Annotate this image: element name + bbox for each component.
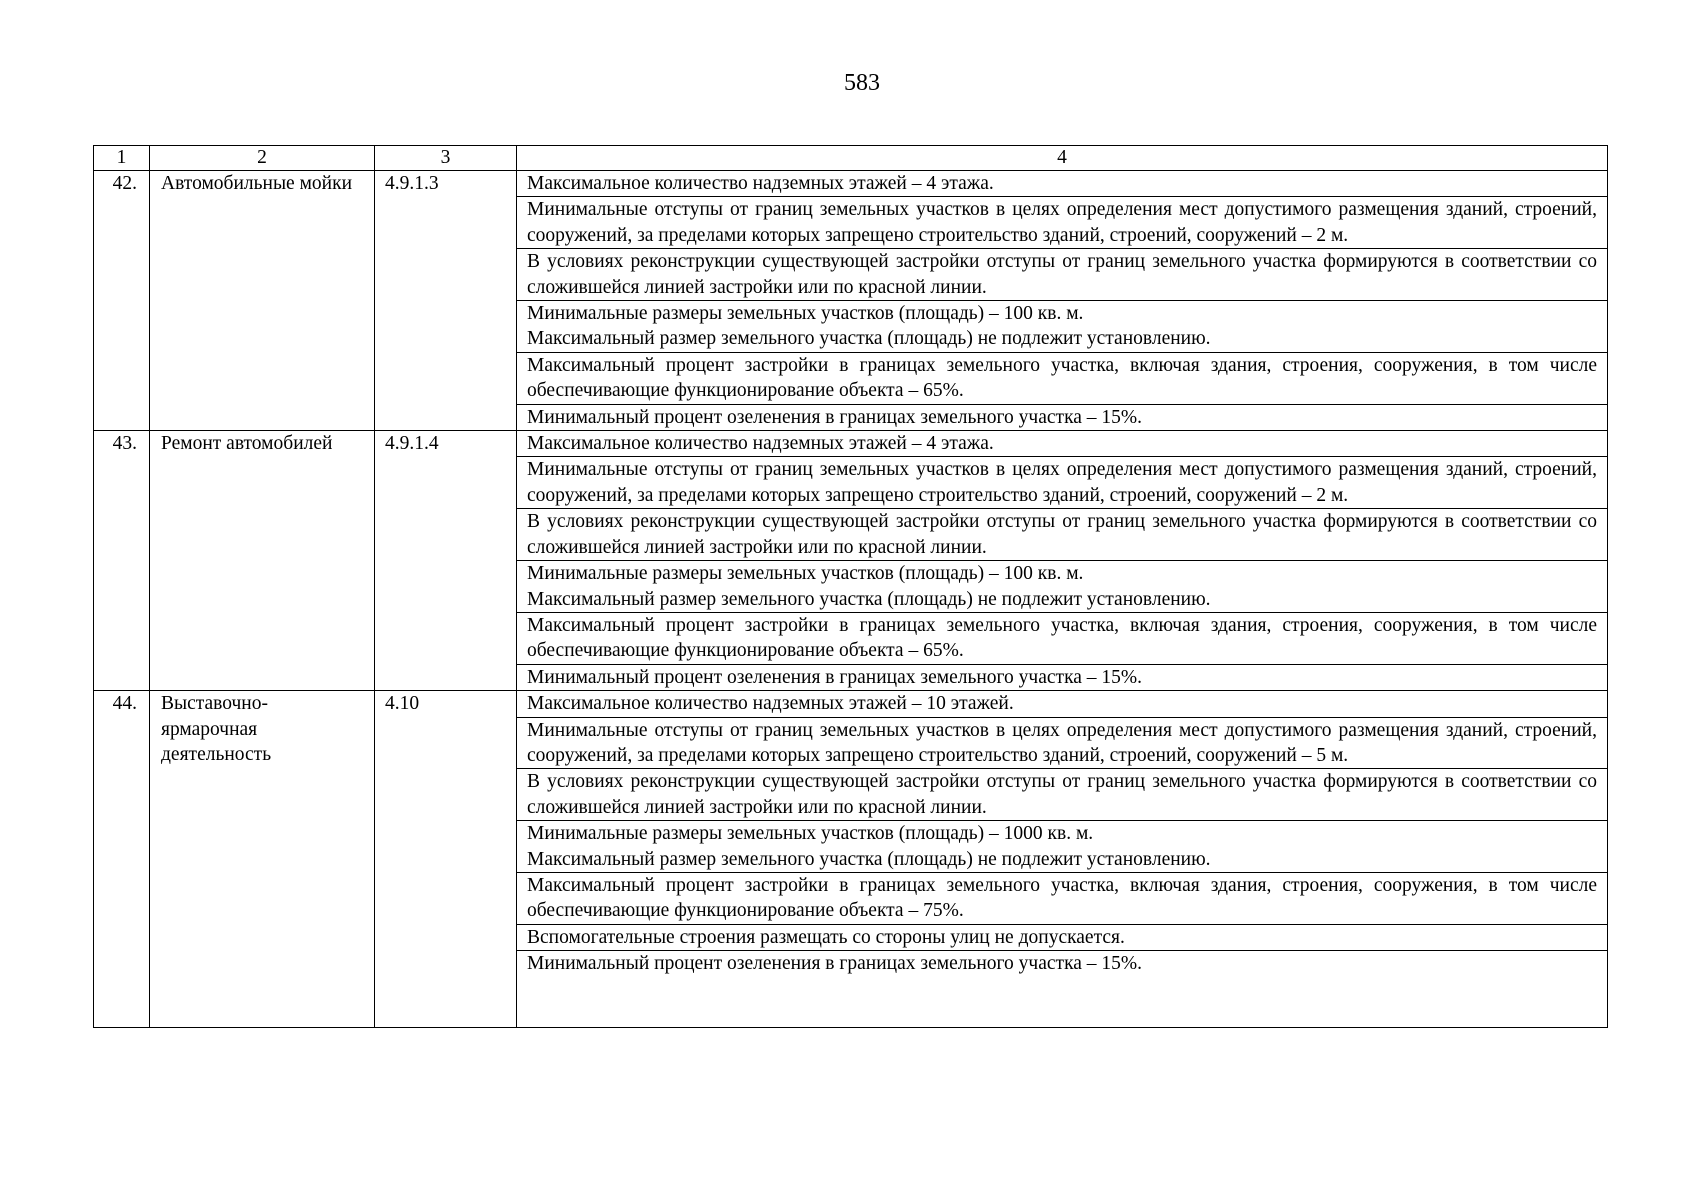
table-row xyxy=(94,691,1608,717)
header-cell-4: 4 xyxy=(517,146,1608,171)
parameter-cell: Максимальное количество надземных этажей – 4 этажа. xyxy=(517,431,1608,457)
land-use-code: 4.10 xyxy=(375,691,517,1028)
land-use-name: Ремонт автомобилей xyxy=(150,431,375,691)
header-row xyxy=(94,146,1608,171)
page-number: 583 xyxy=(844,70,880,96)
land-use-name: Выставочно-ярмарочная деятельность xyxy=(150,691,375,1028)
parameter-cell: Минимальный процент озеленения в границах земельного участка – 15%. xyxy=(517,404,1608,430)
parameter-cell: Максимальный процент застройки в границах земельного участка, включая здания, строения, сооружения, в том числе обеспечивающие функционирование объекта – 65%. xyxy=(517,352,1608,404)
parameter-cell: Максимальное количество надземных этажей – 10 этажей. xyxy=(517,691,1608,717)
parameter-cell: Минимальные отступы от границ земельных участков в целях определения мест допустимого размещения зданий, строений, сооружений, за пределами которых запрещено строительство зданий, строений, сооружений – 5 м. xyxy=(517,717,1608,769)
parameter-cell: Минимальные размеры земельных участков (площадь) – 100 кв. м. Максимальный размер земельного участка (площадь) не подлежит установлению. xyxy=(517,561,1608,613)
parameter-cell: Вспомогательные строения размещать со стороны улиц не допускается. xyxy=(517,924,1608,950)
row-number: 43. xyxy=(94,431,150,691)
parameter-cell: В условиях реконструкции существующей застройки отступы от границ земельного участка формируются в соответствии со сложившейся линией застройки или по красной линии. xyxy=(517,249,1608,301)
parameter-cell: Максимальный процент застройки в границах земельного участка, включая здания, строения, сооружения, в том числе обеспечивающие функционирование объекта – 75%. xyxy=(517,872,1608,924)
parameter-cell: Минимальные отступы от границ земельных участков в целях определения мест допустимого размещения зданий, строений, сооружений, за пределами которых запрещено строительство зданий, строений, сооружений – 2 м. xyxy=(517,457,1608,509)
parameter-cell: Минимальные размеры земельных участков (площадь) – 100 кв. м. Максимальный размер земельного участка (площадь) не подлежит установлению. xyxy=(517,301,1608,353)
parameter-cell: В условиях реконструкции существующей застройки отступы от границ земельного участка формируются в соответствии со сложившейся линией застройки или по красной линии. xyxy=(517,509,1608,561)
table-row xyxy=(94,431,1608,457)
land-use-name: Автомобильные мойки xyxy=(150,171,375,431)
parameter-cell: В условиях реконструкции существующей застройки отступы от границ земельного участка формируются в соответствии со сложившейся линией застройки или по красной линии. xyxy=(517,769,1608,821)
regulations-table xyxy=(93,145,1608,1028)
parameter-cell: Максимальное количество надземных этажей – 4 этажа. xyxy=(517,171,1608,197)
parameter-cell: Максимальный процент застройки в границах земельного участка, включая здания, строения, сооружения, в том числе обеспечивающие функционирование объекта – 65%. xyxy=(517,612,1608,664)
land-use-code: 4.9.1.4 xyxy=(375,431,517,691)
parameter-cell: Минимальный процент озеленения в границах земельного участка – 15%. xyxy=(517,951,1608,1028)
table-body xyxy=(94,146,1608,1028)
row-number: 42. xyxy=(94,171,150,431)
header-cell-2: 2 xyxy=(150,146,375,171)
parameter-cell: Минимальные размеры земельных участков (площадь) – 1000 кв. м. Максимальный размер земельного участка (площадь) не подлежит установлению. xyxy=(517,821,1608,873)
header-cell-1: 1 xyxy=(94,146,150,171)
table-row xyxy=(94,171,1608,197)
parameter-cell: Минимальные отступы от границ земельных участков в целях определения мест допустимого размещения зданий, строений, сооружений, за пределами которых запрещено строительство зданий, строений, сооружений – 2 м. xyxy=(517,197,1608,249)
parameter-cell: Минимальный процент озеленения в границах земельного участка – 15%. xyxy=(517,664,1608,690)
land-use-code: 4.9.1.3 xyxy=(375,171,517,431)
row-number: 44. xyxy=(94,691,150,1028)
header-cell-3: 3 xyxy=(375,146,517,171)
